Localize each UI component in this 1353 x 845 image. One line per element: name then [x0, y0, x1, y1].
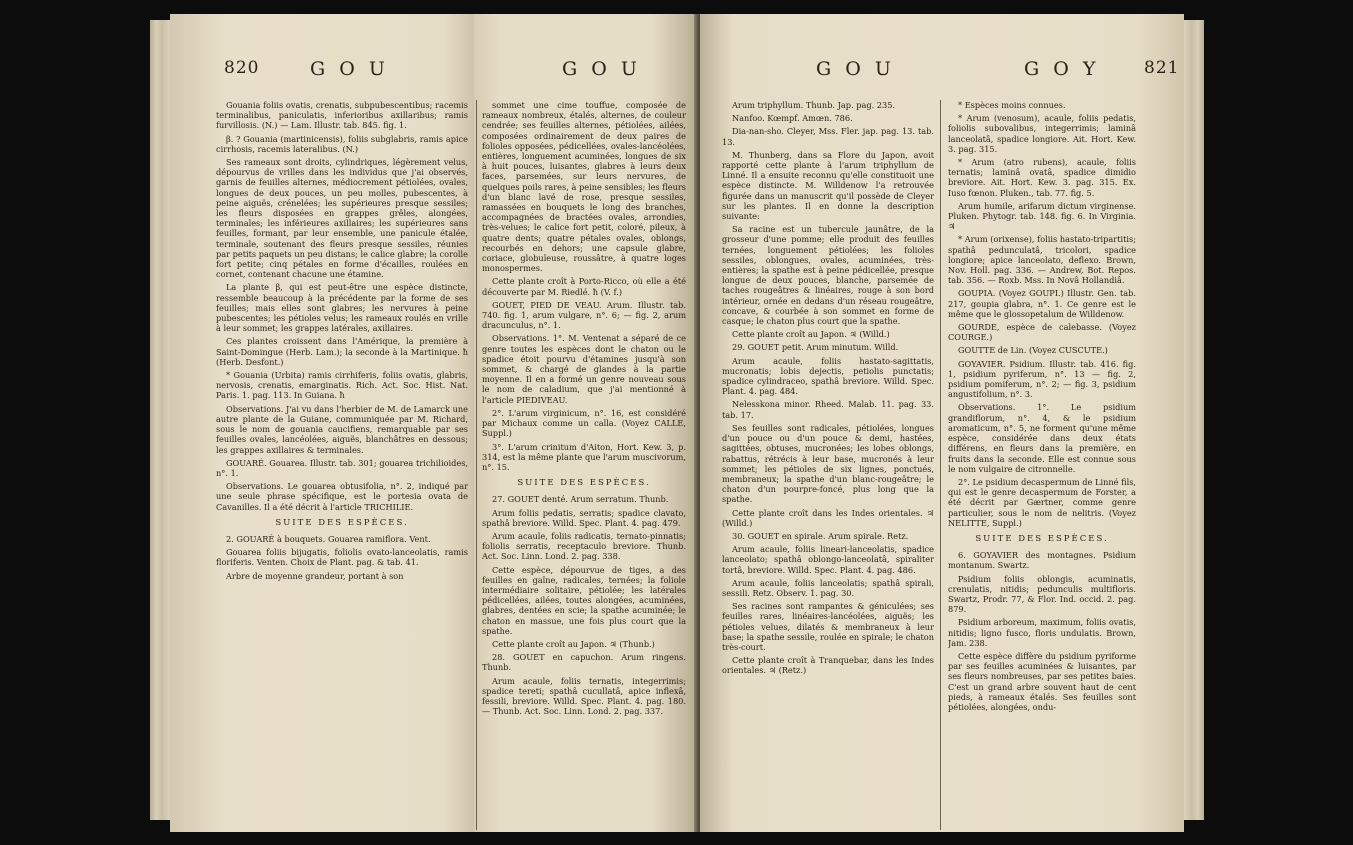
paragraph: La plante β, qui est peut-être une espèce distincte, ressemble beaucoup à la précédente par la forme de ses feuilles; mais elles sont glabres; les nervures à peine pubescentes; les pétioles velus; les rameaux roulés en vrille à leur sommet; les grappes latérales, axillaires.: [216, 282, 468, 334]
paragraph: Arum acaule, foliis lanceolatis; spathâ spirali, sessili. Retz. Observ. 1. pag. 30.: [722, 577, 934, 598]
paragraph: Arum triphyllum. Thunb. Jap. pag. 235.: [732, 100, 896, 110]
paragraph: Sa racine est un tubercule jaunâtre, de la grosseur d'une pomme; elle produit des feuilles ternées, longuement pétiolées; les folioles sessiles, oblongues, ovales, acuminées, très-entières; la spathe est à peine pédicellée, presque longue de deux pouces, blanche, parsemée de taches rougeâtres & linéaires, rouge à son bord intérieur, ornée en dedans d'un réseau rougeâtre, concave, & courbée à son sommet en forme de casque; le chaton plus court que la spathe.: [722, 224, 934, 327]
paragraph: SUITE DES ESPÈCES.: [517, 478, 651, 489]
paragraph: Psidium arboreum, maximum, foliis ovatis, nitidis; ligno fusco, floris undulatis. Brown, Jam. 238.: [948, 617, 1136, 648]
paragraph: Cette plante croît à Porto-Ricco, où elle a été découverte par M. Riedlé. ħ (V. f.): [482, 276, 686, 297]
page-number-left: 820: [224, 58, 260, 78]
paragraph: Arbre de moyenne grandeur, portant à son: [226, 570, 404, 581]
running-head-right-2: G O Y: [1024, 58, 1100, 80]
paragraph: * Arum (orixense), foliis hastato-tripartitis; spathâ pedunculatâ, tricolori, spadice longiore; apice lanceolato, deflexo. Brown, Nov. Holl. pag. 336. — Andrew, Bot. Repos. tab. 356. — Roxb. Mss. In Novâ Hollandiâ.: [948, 234, 1136, 286]
left-page-left-half: [170, 14, 474, 832]
paragraph: Observations. 1°. Le psidium grandiflorum, n°. 4, & le psidium aromaticum, n°. 5, ne forment qu'une même espèce, considérée dans deux états différens, en fleurs dans la première, en fruits dans la seconde. Elle est connue sous le nom vulgaire de citronnelle.: [948, 402, 1136, 474]
paragraph: 29. GOUET petit. Arum minutum. Willd.: [732, 342, 899, 353]
right-running-head-2: [940, 58, 1184, 86]
paragraph: Observations. Le gouarea obtusifolia, n°. 2, indiqué par une seule phrase spécifique, est le portesia ovata de Cavanilles. Il a été décrit à l'article TRICHILIE.: [216, 481, 468, 512]
paragraph: Arum humile, arifarum dictum virginense. Pluken. Phytogr. tab. 148. fig. 6. In Virginia. ♃: [948, 200, 1136, 232]
paragraph: Ses rameaux sont droits, cylindriques, légèrement velus, dépourvus de vrilles dans les individus que j'ai observés, garnis de feuilles alternes, médiocrement pétiolées, ovales, longues de deux pouces, un peu molles, pubescentes, à peine aiguës, crénelées; les supérieures presque sessiles; les fleurs disposées en grappes grêles, alongées, terminales; les inférieures axillaires; les supérieures sans feuilles, formant, par leur ensemble, une panicule étalée, terminale, soutenant des fleurs presque sessiles, réunies par petits paquets un peu distans; le calice glabre; la corolle fort petite; cinq pétales en forme d'écailles, roulées en cornet, contenant chacune une étamine.: [216, 157, 468, 280]
paragraph: Cette plante croît à Tranquebar, dans les Indes orientales. ♃ (Retz.): [722, 655, 934, 676]
left-page-edges: [150, 20, 172, 820]
paragraph: Nanfoo. Kœmpf. Amœn. 786.: [732, 113, 853, 124]
paragraph: Dia-nan-sho. Cleyer, Mss. Fler. jap. pag. 13. tab. 13.: [722, 126, 934, 147]
paragraph: SUITE DES ESPÈCES.: [275, 517, 409, 528]
paragraph: Cette plante croît dans les Indes orientales. ♃ (Willd.): [722, 507, 934, 528]
paragraph: Arum acaule, foliis lineari-lanceolatis, spadice lanceolato; spathâ oblongo-lanceolatâ, spiraliter tortâ, breviore. Willd. Spec. Plant. 4. pag. 486.: [722, 544, 934, 575]
running-head-left: G O U: [310, 58, 389, 80]
paragraph: Ses feuilles sont radicales, pétiolées, longues d'un pouce ou d'un pouce & demi, hastées, sagittées, obtuses, mucronées; les lobes oblongs, rabattus, rétrécis à leur base, mucronés à leur sommet; les pétioles de six lignes, ponctués, membraneux; la spathe d'un blanc-rougeâtre; le chaton d'un pourpre-foncé, plus long que la spathe.: [722, 422, 934, 505]
paragraph: Arum acaule, foliis radicatis, ternato-pinnatis; foliolis serratis, receptaculo breviore. Thunb. Act. Soc. Linn. Lond. 2. pag. 338.: [482, 530, 686, 562]
paragraph: Cette plante croît au Japon. ♃ (Willd.): [732, 329, 890, 340]
paragraph: sommet une cime touffue, composée de rameaux nombreux, étalés, alternes, de couleur cendrée; ses feuilles alternes, pétiolées, ailées, composées ordinairement de deux paires de folioles opposées, pédicellées, ovales-lancéolées, entières, longuement acuminées, longues de six à huit pouces, luisantes, glabres à leurs deux faces, parsemées, sur leurs nervures, de quelques poils rares, à peine sensibles; les fleurs d'un blanc lavé de rose, presque sessiles, ramassées en bouquets le long des branches, accompagnées de bractées ovales, arrondies, très-velues; le calice fort petit, coloré, pileux, à quatre dents; quatre pétales ovales, oblongs, recourbés en dehors; une capsule glabre, coriace, globuleuse, roussâtre, à quatre loges monospermes.: [482, 100, 686, 274]
paragraph: β. ? Gouania (martinicensis), foliis subglabris, ramis apice cirrhosis, racemis lateralibus. (N.): [216, 133, 468, 154]
paragraph: 3°. L'arum crinitum d'Aiton, Hort. Kew. 3, p. 314, est la même plante que l'arum muscivorum, n°. 15.: [482, 441, 686, 472]
paragraph: 30. GOUET en spirale. Arum spirale. Retz.: [732, 530, 909, 541]
paragraph: Ses racines sont rampantes & géniculées; ses feuilles rares, linéaires-lancéolées, aiguës; les pétioles velues, dilatés & membraneux à leur base; la spathe sessile, roulée en spirale; le chaton très-court.: [722, 601, 934, 652]
column-rule: [476, 100, 477, 830]
column-1: [216, 100, 468, 824]
paragraph: Arum acaule, foliis hastato-sagittatis, mucronatis; lobis dejectis, petiolis punctatis; spadice cylindraceo, spathâ breviore. Willd. Spec. Plant. 4. pag. 484.: [722, 355, 934, 397]
paragraph: GOUARÉ. Gouarea. Illustr. tab. 301; gouarea trichilioides, n°. 1.: [216, 457, 468, 478]
paragraph: GOUPIA. (Voyez GOUPI.) Illustr. Gen. tab. 217, goupia glabra, n°. 1. Ce genre est le même que le glossopetalum de Willdenow.: [948, 288, 1136, 319]
paragraph: Observations. 1°. M. Ventenat a séparé de ce genre toutes les espèces dont le chaton ou le spadice étoit pourvu d'étamines jusqu'à son sommet, & chargé de glandes à la partie moyenne. Il en a formé un genre nouveau sous le nom de caladium, que j'ai mentionné à l'article PIEDIVEAU.: [482, 333, 686, 405]
paragraph: 28. GOUET en capuchon. Arum ringens. Thunb.: [482, 652, 686, 673]
paragraph: * Gouania (Urbita) ramis cirrhiferis, foliis ovatis, glabris, nervosis, crenatis, emarginatis. Rich. Act. Soc. Hist. Nat. Paris. 1. pag. 113. In Guiana. ħ: [216, 370, 468, 401]
paragraph: SUITE DES ESPÈCES.: [975, 533, 1109, 544]
column-2: [482, 100, 686, 824]
paragraph: Arum acaule, foliis ternatis, integerrimis; spadice tereti; spathâ cucullatâ, apice inflexâ, fessili, breviore. Willd. Spec. Plant. 4. pag. 180. — Thunb. Act. Soc. Linn. Lond. 2. pag. 337.: [482, 675, 686, 717]
left-running-head-2: [474, 58, 696, 86]
paragraph: Observations. J'ai vu dans l'herbier de M. de Lamarck une autre plante de la Guiane, communiquée par M. Richard, sous le nom de gouania caucifiens, remarquable par ses feuilles ovales, lancéolées, aiguës, blanchâtres en dessous; les grappes axillaires & terminales.: [216, 403, 468, 455]
column-4: [948, 100, 1136, 824]
paragraph: M. Thunberg, dans sa Flore du Japon, avoit rapporté cette plante à l'arum triphyllum de Linné. Il a ensuite reconnu qu'elle constituoit une espèce distincte. M. Willdenow l'a retrouvée figurée dans un manuscrit qu'il possède de Cleyer sur les plantes. Il en donne la description suivante:: [722, 149, 934, 222]
paragraph: * Espèces moins connues.: [958, 100, 1066, 110]
paragraph: 2°. Le psidium decaspermum de Linné fils, qui est le genre decaspermum de Forster, a été décrit par Gærtner, comme genre particulier, sous le nom de nelitris. (Voyez NELITTE, Suppl.): [948, 476, 1136, 528]
paragraph: Gouarea foliis bijugatis, foliolis ovato-lanceolatis, ramis floriferis. Venten. Choix de Plant. pag. & tab. 41.: [216, 547, 468, 568]
column-rule-right: [940, 100, 941, 830]
paragraph: 2°. L'arum virginicum, n°. 16, est considéré par Michaux comme un calla. (Voyez CALLE, Suppl.): [482, 407, 686, 439]
right-page-right-half: [940, 14, 1184, 832]
paragraph: 2. GOUARÉ à bouquets. Gouarea ramiflora. Vent.: [226, 533, 431, 544]
running-head-right-1: G O U: [816, 58, 895, 80]
paragraph: GOURDE, espèce de calebasse. (Voyez COURGE.): [948, 322, 1136, 343]
paragraph: Nelesskona minor. Rheed. Malab. 11. pag. 33. tab. 17.: [722, 399, 934, 420]
paragraph: Gouania foliis ovatis, crenatis, subpubescentibus; racemis terminalibus, paniculatis, inferioribus axillaribus; ramis furvillosis. (N.) — Lam. Illustr. tab. 845. fig. 1.: [216, 100, 468, 131]
paragraph: Psidium foliis oblongis, acuminatis, crenulatis, nitidis; pedunculis multifloris. Swartz, Prodr. 77, & Flor. Ind. occid. 2. pag. 879.: [948, 573, 1136, 615]
right-page-edges: [1182, 20, 1204, 820]
paragraph: GOUET, PIED DE VEAU. Arum. Illustr. tab. 740. fig. 1, arum vulgare, n°. 6; — fig. 2, arum dracunculus, n°. 1.: [482, 299, 686, 331]
paragraph: 27. GOUET denté. Arum serratum. Thunb.: [492, 494, 669, 505]
paragraph: GOUTTE de Lin. (Voyez CUSCUTE.): [958, 345, 1108, 356]
paragraph: * Arum (venosum), acaule, foliis pedatis, foliolis subovalibus, integerrimis; laminâ lanceolatâ, spadice longiore. Ait. Hort. Kew. 3. pag. 315.: [948, 113, 1136, 154]
paragraph: Cette espèce diffère du psidium pyriforme par ses feuilles acuminées & luisantes, par ses fleurs nombreuses, par ses petites baies. C'est un grand arbre souvent haut de cent pieds, à rameaux étalés. Ses feuilles sont pétiolées, alongées, ondu-: [948, 650, 1136, 712]
left-running-head: [170, 58, 474, 86]
paragraph: GOYAVIER. Psidium. Illustr. tab. 416. fig. 1, psidium pyriferum, n°. 13 — fig. 2, psidium pomiferum, n°. 2; — fig. 3, psidium angustifolium, n°. 3.: [948, 358, 1136, 400]
paragraph: Cette espèce, dépourvue de tiges, a des feuilles en gaîne, radicales, ternées; la foliole intermédiaire solitaire, pétiolée; les latérales pédicellées, ailées, toutes alongées, acuminées, glabres, dentées en scie; la spathe acuminée; le chaton en massue, une fois plus court que la spathe.: [482, 564, 686, 636]
right-running-head: [700, 58, 940, 86]
left-page-right-half: [474, 14, 696, 832]
paragraph: Arum foliis pedatis, serratis; spadice clavato, spathâ breviore. Willd. Spec. Plant. 4. pag. 479.: [482, 507, 686, 528]
paragraph: Cette plante croît au Japon. ♃ (Thunb.): [492, 638, 655, 649]
running-head-left-2: G O U: [562, 58, 641, 80]
paragraph: * Arum (atro rubens), acaule, foliis ternatis; laminâ ovatâ, spadice dimidio breviore. Ait. Hort. Kew. 3. pag. 315. Ex. Iuso fœnon. Pluken., tab. 77. fig. 5.: [948, 157, 1136, 198]
paragraph: Ces plantes croissent dans l'Amérique, la première à Saint-Domingue (Herb. Lam.); la seconde à la Martinique. ħ (Herb. Desfont.): [216, 336, 468, 367]
page-number-right: 821: [1144, 58, 1180, 78]
right-page-left-half: [700, 14, 940, 832]
column-3: [722, 100, 934, 824]
paragraph: 6. GOYAVIER des montagnes. Psidium montanum. Swartz.: [948, 550, 1136, 571]
